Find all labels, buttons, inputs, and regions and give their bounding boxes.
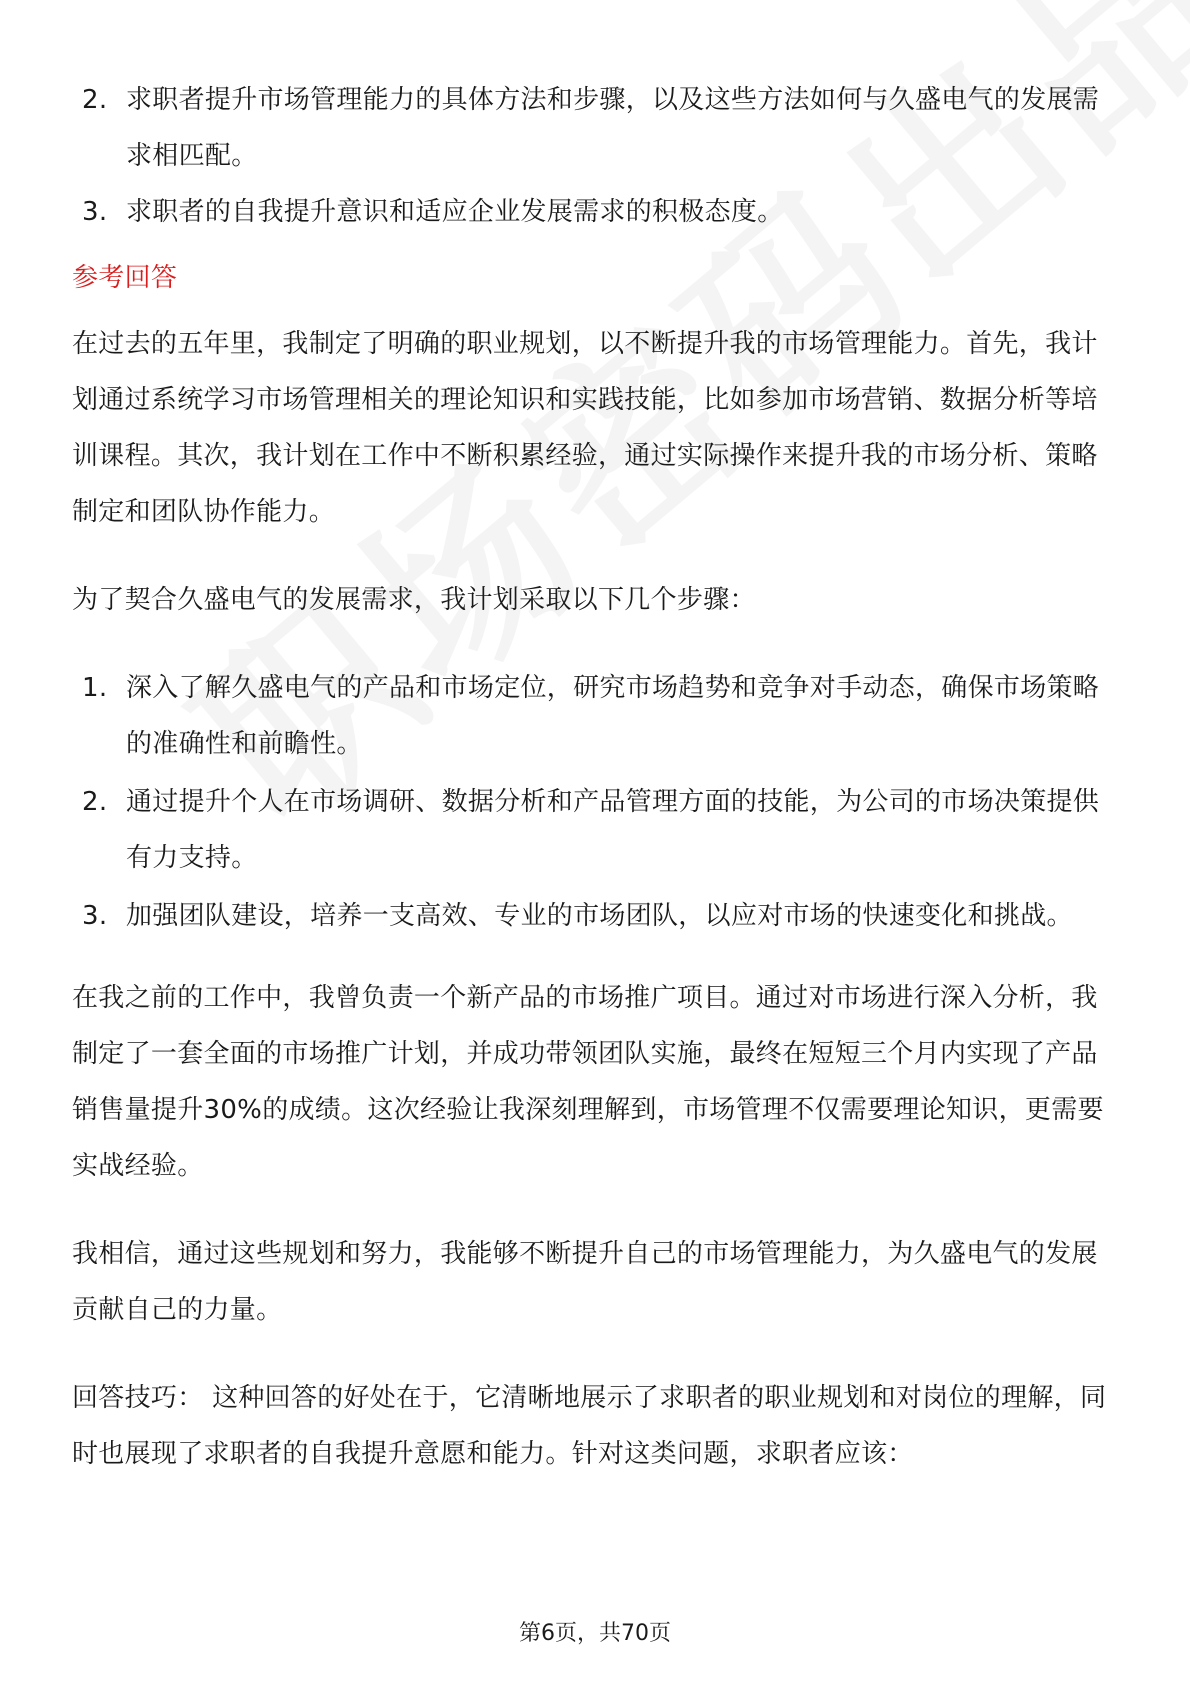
list-item [72, 888, 1120, 944]
list-item-text: 求职者的自我提升意识和适应企业发展需求的积极态度。 [126, 197, 784, 227]
list-item [72, 660, 1120, 772]
list-item-text: 求职者提升市场管理能力的具体方法和步骤，以及这些方法如何与久盛电气的发展需求相匹配。 [126, 85, 1100, 171]
page-content [72, 72, 1120, 1514]
paragraph-career-plan: 在过去的五年里，我制定了明确的职业规划，以不断提升我的市场管理能力。首先，我计划通过系统学习市场管理相关的理论知识和实践技能，比如参加市场营销、数据分析等培训课程。其次，我计划在工作中不断积累经验，通过实际操作来提升我的市场分析、策略制定和团队协作能力。 [72, 329, 1098, 527]
list-item-number: 2. [82, 787, 108, 817]
paragraph-tips: 回答技巧： 这种回答的好处在于，它清晰地展示了求职者的职业规划和对岗位的理解，同时也展现了求职者的自我提升意愿和能力。针对这类问题，求职者应该： [72, 1383, 1107, 1469]
list-item [72, 72, 1120, 184]
list-item-number: 1. [82, 673, 108, 703]
section-heading: 参考回答 [72, 263, 178, 293]
paragraph-experience: 在我之前的工作中，我曾负责一个新产品的市场推广项目。通过对市场进行深入分析，我制定了一套全面的市场推广计划，并成功带领团队实施，最终在短短三个月内实现了产品销售量提升30%的成绩。这次经验让我深刻理解到，市场管理不仅需要理论知识，更需要实战经验。 [72, 983, 1104, 1181]
page-footer: 第6页，共70页 [519, 1621, 671, 1646]
steps-list [72, 660, 1120, 944]
list-item-number: 2. [82, 85, 108, 115]
list-item [72, 184, 1120, 240]
list-item-text: 通过提升个人在市场调研、数据分析和产品管理方面的技能，为公司的市场决策提供有力支持。 [126, 787, 1100, 873]
list-item-number: 3. [82, 197, 108, 227]
paragraph-steps-intro: 为了契合久盛电气的发展需求，我计划采取以下几个步骤： [72, 585, 756, 615]
list-item-text: 加强团队建设，培养一支高效、专业的市场团队，以应对市场的快速变化和挑战。 [126, 901, 1073, 931]
list-item [72, 774, 1120, 886]
criteria-list [72, 72, 1120, 240]
paragraph-conclusion: 我相信，通过这些规划和努力，我能够不断提升自己的市场管理能力，为久盛电气的发展贡献自己的力量。 [72, 1239, 1098, 1325]
list-item-number: 3. [82, 901, 108, 931]
list-item-text: 深入了解久盛电气的产品和市场定位，研究市场趋势和竞争对手动态，确保市场策略的准确性和前瞻性。 [126, 673, 1100, 759]
